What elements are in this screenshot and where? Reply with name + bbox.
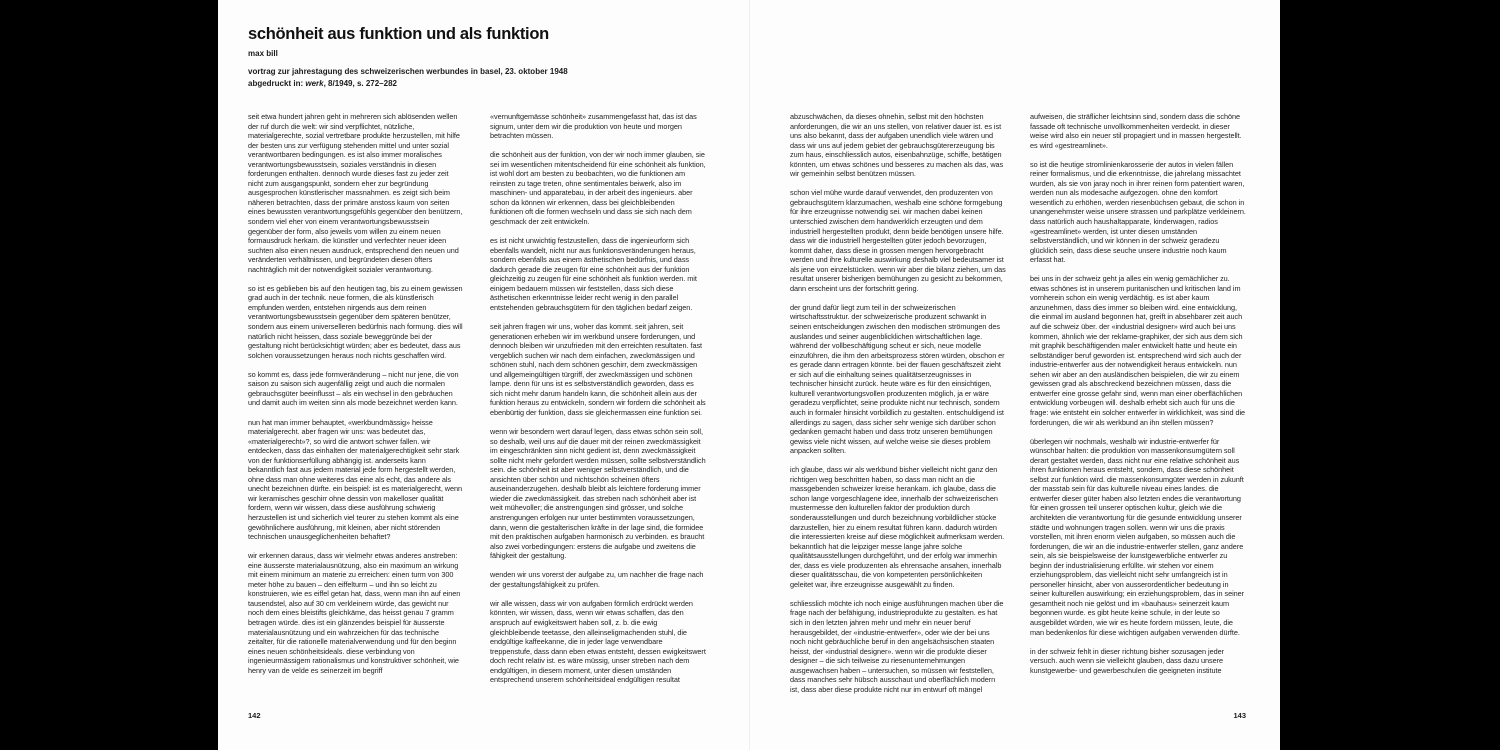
credit-line-1: vortrag zur jahrestagung des schweizerischen werbundes in basel, 23. oktober 1948 bbox=[248, 67, 568, 76]
paragraph: es ist nicht unwichtig festzustellen, dass die ingenieurform sich ebenfalls wandelt, nicht nur aus funktionsveränderungen heraus, sondern ebenfalls aus einem ästhetischen bedürfnis, und dass dadurch gerade die zeugen für eine schönheit aus der funktion gleichzeitig zu zeugen für eine schönheit als funktion werden. mit einigem bedauern müssen wir feststellen, dass sich diese ästhetischen erkenntnisse leider recht wenig in den parallel entstehenden gebrauchsgütern für den täglichen bedarf zeigen. bbox=[490, 236, 697, 312]
text-column-2 bbox=[490, 112, 706, 694]
paragraph: wir erkennen daraus, dass wir vielmehr etwas anderes anstreben: eine äusserste materialausnützung, also ein maximum an wirkung mit einem minimum an materie zu erreichen: einen turm von 300 meter höhe zu bauen – den eiffelturm – und ihn so leicht zu konstruieren, wie es eiffel getan hat, dass, wenn man ihn auf einen tausendstel, also auf 30 cm verkleinern würde, das gewicht nur noch dem eines bleistifts gleichkäme, das heisst genau 7 gramm betragen würde. dies ist ein glänzendes beispiel für äusserste materialausnützung und ein wahrzeichen für das technische zeitalter, für die rationelle materialverwendung und für den beginn eines neuen schönheitsideals. diese verbindung von ingenieurmässigem rationalismus und konstruktiver schönheit, wie henry van de velde es seinerzeit im begriff bbox=[248, 551, 461, 675]
page-number-right: 143 bbox=[1233, 711, 1246, 720]
credit-prefix: abgedruckt in: bbox=[248, 78, 306, 88]
paragraph: seit jahren fragen wir uns, woher das kommt. seit jahren, seit generationen erheben wir im werkbund unsere forderungen, und dennoch bleiben wir unzufrieden mit den erreichten resultaten. fast vergeblich suchen wir nach dem einfachen, zweckmässigen und schönen stuhl, nach dem schönen geschirr, dem zweckmässigen und allgemeingültigen türgriff, der zweckmässigen und schönen lampe. denn für uns ist es selbstverständlich geworden, dass es sich nicht mehr darum handeln kann, die schönheit allein aus der funktion heraus zu entwickeln, sondern wir fordern die schönheit als ebenbürtig der funktion, dass sie gleichermassen eine funktion sei. bbox=[490, 322, 706, 417]
paragraph: seit etwa hundert jahren geht in mehreren sich ablösenden wellen der ruf durch die welt: wir sind verpflichtet, nützliche, materialgerechte, sozial vertretbare produkte herzustellen, mit hilfe der besten uns zur verfügung stehenden mittel und unter sozial verantwortbaren bedingungen. es ist also immer moralisches verantwortungsbewusstsein, soziales verständnis in diesen forderungen enthalten. dennoch wurde dieses fast zu jeder zeit nicht zum ausgangspunkt, sondern eher zur begründung ausgesprochen künstlerischer massnahmen. es zeigt sich beim näheren betrachten, dass der primäre anstoss kaum von seiten eines bewussten verantwortungsgefühls gegenüber den benützern, sondern viel eher von einem verantwortungsbewusstsein gegenüber der form, also jeweils vom willen zu einem neuen formausdruck herkam. die künstler und verfechter neuer ideen suchten also einen neuen ausdruck, entsprechend den neuen und veränderten verhältnissen, und begründeten diesen öfters nachträglich mit der notwendigkeit sozialer verantwortung. bbox=[248, 112, 463, 274]
paragraph: wenden wir uns vorerst der aufgabe zu, um nachher die frage nach der gestaltungsfähigkeit zu prüfen. bbox=[490, 570, 704, 589]
credit-suffix: , 8/1949, s. 272–282 bbox=[323, 78, 397, 88]
paragraph: wenn wir besondern wert darauf legen, dass etwas schön sein soll, so deshalb, weil uns auf die dauer mit der reinen zweckmässigkeit im eingeschränkten sinn nicht gedient ist, denn zweckmässigkeit sollte nicht mehr gefordert werden müssen, sollte selbstverständlich sein. die schönheit ist aber weniger selbstverständlich, und die ansichten über schön und nichtschön scheinen öfters auseinanderzugehen. deshalb bleibt als leichtere forderung immer wieder die zweckmässigkeit. das streben nach schönheit aber ist weit mühevoller; die anstrengungen sind grösser, und solche anstrengungen erfolgen nur unter bestimmten voraussetzungen, dann, wenn die gestalterischen kräfte in der lage sind, die formidee mit den praktischen aufgaben harmonisch zu verbinden. es braucht also zwei vorbedingungen: erstens die aufgabe und zweitens die fähigkeit der gestaltung. bbox=[490, 427, 706, 561]
paragraph: so kommt es, dass jede formveränderung – nicht nur jene, die von saison zu saison sich augenfällig zeigt und auch die normalen gebrauchsgüter beeinflusst – als ein wechsel in den gebräuchen und damit auch im weiten sinn als mode bezeichnet werden kann. bbox=[248, 369, 459, 408]
paragraph: schliesslich möchte ich noch einige ausführungen machen über die frage nach der befähigung, industrieprodukte zu gestalten. es hat sich in den letzten jahren mehr und mehr ein neuer beruf herausgebildet, der «industrie-entwerfer», oder wie der bei uns noch nicht gebräuchliche beruf in den angelsächsischen staaten heisst, der «industrial designer». wenn wir die produkte dieser designer – die sich teilweise zu riesenunternehmungen ausgewachsen haben – untersuchen, so müssen wir feststellen, dass manches sehr hübsch ausschaut und oberflächlich modern ist, dass aber diese produkte nicht nur im entwurf oft mängel bbox=[790, 598, 1004, 694]
paragraph: der grund dafür liegt zum teil in der schweizerischen wirtschaftsstruktur. der schweizerische produzent schwankt in seinen entscheidungen zwischen den modischen strömungen des auslandes und seiner augenblicklichen wirtschaftlichen lage. während der vollbeschäftigung scheut er sich, neue modelle einzuführen, die ihm den arbeitsprozess stören würden, obschon er es gerade dann ertragen könnte. bei der flauen geschäftszeit zieht er sich auf die einhaltung seines qualitätserzeugnisses in technischer hinsicht zurück. heute wäre es für den einsichtigen, kulturell verantwortungsvollen produzenten möglich, ja er wäre geradezu verpflichtet, seine produkte nicht nur technisch, sondern auch in formaler hinsicht vorbildlich zu gestalten. entschuldigend ist allerdings zu sagen, dass sicher sehr wenige sich darüber schon gedanken gemacht haben und dass trotz unseren bemühungen gewiss viele nicht wissen, auf welche weise sie dieses problem anpacken sollten. bbox=[790, 302, 1005, 456]
paragraph: in der schweiz fehlt in dieser richtung bisher sozusagen jeder versuch. auch wenn sie vielleicht glauben, dass dazu unsere kunstgewerbe- und gewerbeschulen die geeigneten institute bbox=[1030, 646, 1225, 675]
page-gutter-divider bbox=[749, 0, 750, 750]
text-column-4 bbox=[1030, 112, 1246, 685]
paragraph: wir alle wissen, dass wir von aufgaben förmlich erdrückt werden könnten, wir wissen, dass, wenn wir etwas schaffen, das den anspruch auf ewigkeitswert haben soll, z. b. die ewig gleichbleibende teetasse, den alleinseligmachenden stuhl, die endgültige kaffeekanne, die in jeder lage verwendbare treppenstufe, dass dann eben etwas entsteht, dessen ewigkeitswert doch recht relativ ist. es wäre müssig, unser streben nach dem endgültigen, in diesem moment, unter diesen umständen entsprechend unserem schönheitsideal endgültigen resultat bbox=[490, 598, 706, 685]
text-column-3 bbox=[790, 112, 1006, 704]
paragraph: abzuschwächen, da dieses ohnehin, selbst mit den höchsten anforderungen, die wir an uns stellen, von relativer dauer ist. es ist uns also bekannt, dass der aufgaben unendlich viele wären und dass wir uns auf jedem gebiet der gebrauchsgütererzeugung bis zum haus, einschliesslich autos, eisenbahnzüge, schiffe, betätigen könnten, um etwas schönes und besseres zu machen als das, was wir gemeinhin selbst benützen müssen. bbox=[790, 112, 1004, 179]
paragraph: aufweisen, die sträflicher leichtsinn sind, sondern dass die schöne fassade oft technische unvollkommenheiten verdeckt. in dieser weise wird also ein neuer stil propagiert und in massen hergestellt. es wird «gestreamlinet». bbox=[1030, 112, 1242, 150]
article-title: schönheit aus funktion und als funktion bbox=[248, 25, 549, 43]
paragraph: so ist es geblieben bis auf den heutigen tag, bis zu einem gewissen grad auch in der technik. neue formen, die als künstlerisch empfunden werden, entstehen nirgends aus dem reinen verantwortungsbewusstsein gegenüber dem späteren benützer, sondern aus einem universelleren bedürfnis nach formung. dies will natürlich nicht heissen, dass soziale beweggründe bei der gestaltung nicht berücksichtigt würden; aber es bedeutet, dass aus solchen voraussetzungen heraus noch nichts geschaffen wird. bbox=[248, 283, 463, 360]
paragraph: nun hat man immer behauptet, «werkbundmässig» heisse materialgerecht. aber fragen wir uns: was bedeutet das, «materialgerecht»?, so wird die antwort schwer fallen. wir entdecken, dass das einhalten der materialgerechtigkeit sehr stark von der funktionserfüllung abhängig ist. anderseits kann bekanntlich fast aus jedem material jede form hergestellt werden, ohne dass man ohne weiteres das eine als echt, das andere als unecht bezeichnen dürfte. ein beispiel: ist es materialgerecht, wenn wir keramisches geschirr ohne dessin von makelloser qualität fordern, wenn wir wissen, dass diese ausführung schwierig herzustellen ist und sicherlich viel teurer zu stehen kommt als eine gewöhnlichere ausführung, mit kleinen, aber nicht störenden technischen unausgeglichenheiten behaftet? bbox=[248, 417, 463, 542]
paragraph: so ist die heutige stromlinienkarosserie der autos in vielen fällen reiner formalismus, und die erkenntnisse, die jahrelang missachtet wurden, als sie von jaray noch in ihrer reinen form patentiert waren, werden nun als modesache aufgezogen. ohne den komfort wesentlich zu erhöhen, werden riesenbüchsen gebaut, die schon in unangenehmster weise unsere strassen und parkplätze verkleinern. dass natürlich auch haushaltapparate, kinderwagen, radios «gestreamlinet» werden, ist unter diesen umständen selbstverständlich, und wir können in der schweiz geradezu glücklich sein, dass diese seuche unsere industrie noch kaum erfasst hat. bbox=[1030, 159, 1246, 265]
paragraph: schon viel mühe wurde darauf verwendet, den produzenten von gebrauchsgütern klarzumachen, weshalb eine schöne formgebung für ihre erzeugnisse notwendig sei. wir machen dabei keinen unterschied zwischen dem handwerklich erzeugten und dem industriell hergestellten produkt, denn beide benötigen unsere hilfe. dass wir die industriell hergestellten güter jedoch bevorzugen, kommt daher, dass diese in grossen mengen hervorgebracht werden und ihre kulturelle auswirkung deshalb viel bedeutsamer ist als jene von einzelstücken. wenn wir aber die bilanz ziehen, um das resultat unserer bisherigen bemühungen zu gesicht zu bekommen, dann erscheint uns der fortschritt gering. bbox=[790, 188, 1006, 293]
paragraph: die schönheit aus der funktion, von der wir noch immer glauben, sie sei im wesentlichen mitentscheidend für eine schönheit als funktion, ist wohl dort am besten zu beobachten, wo die funktionen am reinsten zu tage treten, ohne sentimentales beiwerk, also im maschinen- und apparatebau, in der arbeit des ingenieurs. aber schon da können wir erkennen, dass bei gleichbleibenden funktionen oft die formen wechseln und dass sie sich nach dem geschmack der zeit entwickeln. bbox=[490, 150, 706, 227]
paragraph: überlegen wir nochmals, weshalb wir industrie-entwerfer für wünschbar halten: die produktion von massenkonsumgütern soll derart gestaltet werden, dass nicht nur eine relative schönheit aus ihren funktionen heraus entsteht, sondern, dass diese schönheit selbst zur funktion wird. die massenkonsumgüter werden in zukunft der masstab sein für das kulturelle niveau eines landes. die entwerfer dieser güter haben also letzten endes die verantwortung für einen grossen teil unserer optischen kultur, gleich wie die architekten die verantwortung für die gesunde entwicklung unserer städte und wohnungen tragen sollen. wenn wir uns die praxis vorstellen, mit ihren enorm vielen aufgaben, so müssen auch die forderungen, die wir an die industrie-entwerfer stellen, ganz andere sein, als sie beispielsweise der kunstgewerbliche entwerfer zu beginn der industrialisierung erfüllte. wir stehen vor einem erziehungsproblem, das vielleicht nicht sehr umfangreich ist in personeller hinsicht, aber von ausserordentlicher bedeutung in seiner kulturellen auswirkung; ein erziehungsproblem, das in seiner gesamtheit noch nie gelöst und im «bauhaus» seinerzeit kaum begonnen wurde. es gibt heute keine schule, in der leute so ausgebildet würden, wie wir es heute fordern müssen, leute, die man bedenkenlos für diese wichtigen aufgaben verwenden dürfte. bbox=[1030, 436, 1245, 637]
text-column-1 bbox=[248, 112, 464, 685]
article-credit bbox=[248, 66, 568, 89]
paragraph: bei uns in der schweiz geht ja alles ein wenig gemächlicher zu. etwas schönes ist in unserem puritanischen und kritischen land im vornherein schon ein wenig verdächtig. es ist aber kaum anzunehmen, dass dies immer so bleiben wird. eine entwicklung, die einmal im ausland begonnen hat, greift in absehbarer zeit auch auf die schweiz über. der «industrial designer» wird auch bei uns kommen, ähnlich wie der reklame-graphiker, der sich aus dem sich mit graphik beschäftigenden maler entwickelt hatte und heute ein selbständiger beruf geworden ist. entsprechend wird sich auch der industrie-entwerfer aus der notwendigkeit heraus entwickeln. nun sehen wir aber an den ausländischen beispielen, die wir zu einem gewissen grad als abschreckend bezeichnen müssen, dass die entwerfer eine grosse gefahr sind, wenn man einer oberflächlichen entwicklung vorbeugen will. deshalb erhebt sich auch für uns die frage: wie entsteht ein solcher entwerfer in wirklichkeit, was sind die forderungen, die wir als werkbund an ihn stellen müssen? bbox=[1030, 274, 1246, 427]
page-spread bbox=[218, 0, 1280, 750]
article-author: max bill bbox=[248, 49, 278, 58]
paragraph: ich glaube, dass wir als werkbund bisher vielleicht nicht ganz den richtigen weg beschritten haben, so dass man nicht an die massgebenden schweizer kreise herankam. ich glaube, dass die schon lange vorgeschlagene idee, innerhalb der schweizerischen mustermesse den kulturellen faktor der produktion durch sonderausstellungen und durch bezeichnung vorbildlicher stücke darzustellen, hier zu einem resultat führen kann. dadurch würden die interessierten kreise auf diese möglichkeit aufmerksam werden. bekanntlich hat die leipziger messe lange jahre solche qualitätsausstellungen durchgeführt, und der erfolg war immerhin der, dass es viele produzenten als ehrensache ansahen, innerhalb dieser qualitätsschau, die von kompetenten persönlichkeiten geleitet war, ihre erzeugnisse ausgewählt zu finden. bbox=[790, 465, 1005, 589]
credit-line-2 bbox=[248, 78, 568, 90]
page-number-left: 142 bbox=[248, 711, 261, 720]
paragraph: «vernunftgemässe schönheit» zusammengefasst hat, das ist das signum, unter dem wir die produktion von heute und morgen betrachten müssen. bbox=[490, 112, 697, 141]
credit-source-italic: werk bbox=[305, 78, 324, 88]
